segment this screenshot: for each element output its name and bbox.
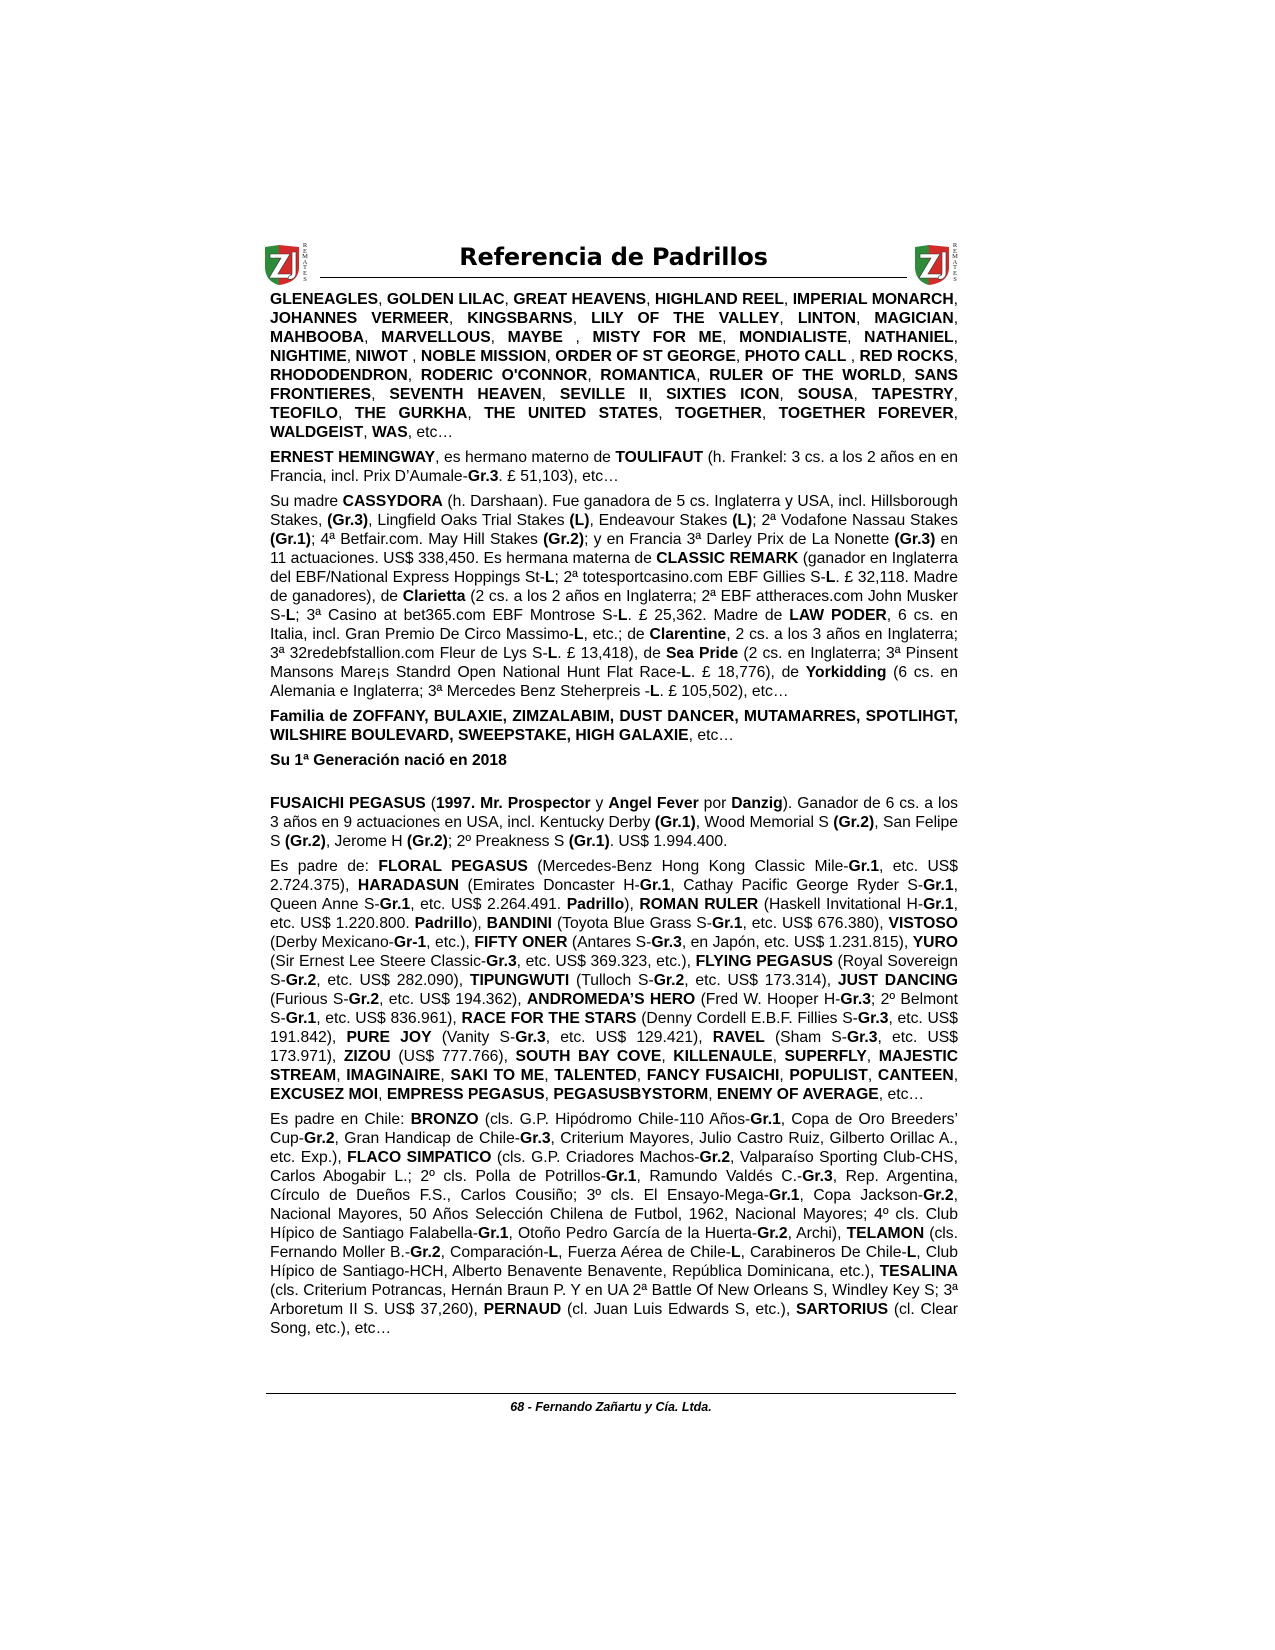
bold-run: L (285, 607, 296, 624)
bold-run: NIGHTIME (270, 348, 347, 365)
bold-run: Gr.2 (348, 991, 380, 1008)
bold-run: CLASSIC REMARK (656, 550, 799, 567)
bold-run: (Gr.3) (327, 512, 369, 529)
bold-run: Gr.1 (923, 896, 954, 913)
bold-run: TELAMON (846, 1225, 925, 1242)
bold-run: EMPRESS PEGASUS (386, 1086, 545, 1103)
bold-run: Gr.2 (757, 1225, 788, 1242)
logo-word: R E M A T E S (952, 242, 958, 283)
paragraph-fusaichi-pegasus: FUSAICHI PEGASUS (1997. Mr. Prospector y Angel Fever por Danzig). Ganador de 6 cs. a los 3 años en 9 actuaciones en USA, incl. Kentucky Derby (Gr.1), Wood Memorial S (Gr.2), San Felipe S (Gr.2), Jerome H (Gr.2); 2º Preakness S (Gr.1). US$ 1.994.400. (270, 795, 959, 850)
page-title: Referencia de Padrillos (459, 243, 768, 271)
bold-run: L (573, 626, 584, 643)
bold-run: Gr.2 (653, 972, 685, 989)
bold-run: TOULIFAUT (615, 449, 704, 466)
bold-run: IMPERIAL MONARCH (792, 291, 954, 308)
bold-run: Clarentine (649, 626, 727, 643)
footer-divider (266, 1393, 956, 1394)
bold-run: 1997. Mr. Prospector (435, 795, 591, 812)
bold-run: CANTEEN (877, 1067, 954, 1084)
bold-run: ERNEST HEMINGWAY (270, 449, 436, 466)
paragraph-sire-of: Es padre de: FLORAL PEGASUS (Mercedes-Benz Hong Kong Classic Mile-Gr.1, etc. US$ 2.724.375), HARADASUN (Emirates Doncaster H-Gr.1, Cathay Pacific George Ryder S-Gr.1, Queen Anne S-Gr.1, etc. US$ 2.264.491. Padrillo), ROMAN RULER (Haskell Invitational H-Gr.1, etc. US$ 1.220.800. Padrillo), BANDINI (Toyota Blue Grass S-Gr.1, etc. US$ 676.380), VISTOSO (Derby Mexicano-Gr-1, etc.), FIFTY ONER (Antares S-Gr.3, en Japón, etc. US$ 1.231.815), YURO (Sir Ernest Lee Steere Classic-Gr.3, etc. US$ 369.323, etc.), FLYING PEGASUS (Royal Sovereign S-Gr.2, etc. US$ 282.090), TIPUNGWUTI (Tulloch S-Gr.2, etc. US$ 173.314), JUST DANCING (Furious S-Gr.2, etc. US$ 194.362), ANDROMEDA’S HERO (Fred W. Hooper H-Gr.3; 2º Belmont S-Gr.1, etc. US$ 836.961), RACE FOR THE STARS (Denny Cordell E.B.F. Fillies S-Gr.3, etc. US$ 191.842), PURE JOY (Vanity S-Gr.3, etc. US$ 129.421), RAVEL (Sham S-Gr.3, etc. US$ 173.971), ZIZOU (US$ 777.766), SOUTH BAY COVE, KILLENAULE, SUPERFLY, MAJESTIC STREAM, IMAGINAIRE, SAKI TO ME, TALENTED, FANCY FUSAICHI, POPULIST, CANTEEN, EXCUSEZ MOI, EMPRESS PEGASUS, PEGASUSBYSTORM, ENEMY OF AVERAGE, etc… (270, 858, 959, 1103)
bold-run: LILY OF THE VALLEY (591, 310, 780, 327)
bold-run: LINTON (797, 310, 856, 327)
bold-run: (Gr.2) (833, 814, 875, 831)
bold-run: FIFTY ONER (474, 934, 568, 951)
bold-run: L (906, 1244, 917, 1261)
bold-run: SAKI TO ME (450, 1067, 545, 1084)
paragraph-sires-list: GLENEAGLES, GOLDEN LILAC, GREAT HEAVENS, HIGHLAND REEL, IMPERIAL MONARCH, JOHANNES VERMEER, KINGSBARNS, LILY OF THE VALLEY, LINTON, MAGICIAN, MAHBOOBA, MARVELLOUS, MAYBE , MISTY FOR ME, MONDIALISTE, NATHANIEL, NIGHTIME, NIWOT , NOBLE MISSION, ORDER OF ST GEORGE, PHOTO CALL , RED ROCKS, RHODODENDRON, RODERIC O'CONNOR, ROMANTICA, RULER OF THE WORLD, SANS FRONTIERES, SEVENTH HEAVEN, SEVILLE II, SIXTIES ICON, SOUSA, TAPESTRY, TEOFILO, THE GURKHA, THE UNITED STATES, TOGETHER, TOGETHER FOREVER, WALDGEIST, WAS, etc… (270, 291, 959, 441)
bold-run: SUPERFLY (784, 1048, 867, 1065)
bold-run: TESALINA (879, 1263, 958, 1280)
bold-run: MAJESTIC STREAM (270, 1048, 959, 1084)
bold-run: KINGSBARNS (467, 310, 573, 327)
paragraph-first-generation (270, 751, 958, 770)
bold-run: (Gr.1) (568, 833, 610, 850)
bold-run: GREAT HEAVENS (513, 291, 647, 308)
bold-run: TAPESTRY (871, 386, 954, 403)
bold-run: Sea Pride (665, 645, 739, 662)
bold-run: MARVELLOUS (381, 329, 491, 346)
page-header (320, 241, 907, 278)
bold-run: Gr.1 (923, 877, 954, 894)
bold-run: Danzig (731, 795, 783, 812)
bold-run: Gr.2 (285, 972, 317, 989)
bold-run: (L) (569, 512, 590, 529)
bold-run: JUST DANCING (837, 972, 958, 989)
bold-run: RAVEL (712, 1029, 765, 1046)
bold-run: HARADASUN (357, 877, 460, 894)
bold-run: TOGETHER FOREVER (778, 405, 954, 422)
bold-run: SARTORIUS (795, 1301, 889, 1318)
bold-run: L (547, 645, 558, 662)
bold-run: Gr.3 (840, 991, 871, 1008)
bold-run: FLACO SIMPATICO (347, 1149, 492, 1166)
bold-run: ANDROMEDA’S HERO (526, 991, 696, 1008)
bold-run: WALDGEIST (270, 424, 364, 441)
bold-run: ORDER OF ST GEORGE (555, 348, 736, 365)
bold-run: L (617, 607, 628, 624)
bold-run: MAHBOOBA (270, 329, 365, 346)
bold-run: Gr.1 (711, 915, 743, 932)
bold-run: NATHANIEL (864, 329, 954, 346)
bold-run: Gr.1 (605, 1168, 637, 1185)
bold-run: SANS FRONTIERES (270, 367, 959, 403)
bold-run: RULER OF THE WORLD (709, 367, 902, 384)
bold-run: MISTY FOR ME (592, 329, 723, 346)
bold-run: WAS (371, 424, 408, 441)
document-body (270, 290, 958, 1344)
bold-run: (Gr.1) (270, 531, 311, 548)
bold-run: POPULIST (789, 1067, 868, 1084)
bold-run: FANCY FUSAICHI (646, 1067, 780, 1084)
bold-run: Gr.3 (846, 1029, 878, 1046)
bold-run: L (731, 1244, 741, 1261)
bold-run: Gr.1 (848, 858, 880, 875)
paragraph-dam-cassydora: Su madre CASSYDORA (h. Darshaan). Fue ganadora de 5 cs. Inglaterra y USA, incl. Hillsborough Stakes, (Gr.3), Lingfield Oaks Trial Stakes (L), Endeavour Stakes (L); 2ª Vodafone Nassau Stakes (Gr.1); 4ª Betfair.com. May Hill Stakes (Gr.2); y en Francia 3ª Darley Prix de La Nonette (Gr.3) en 11 actuaciones. US$ 338,450. Es hermana materna de CLASSIC REMARK (ganador en Inglaterra del EBF/National Express Hoppings St-L; 2ª totesportcasino.com EBF Gillies S-L. £ 32,118. Madre de ganadores), de Clarietta (2 cs. a los 2 años en Inglaterra; 2ª EBF attheraces.com John Musker S-L; 3ª Casino at bet365.com EBF Montrose S-L. £ 25,362. Madre de LAW PODER, 6 cs. en Italia, incl. Gran Premio De Circo Massimo-L, etc.; de Clarentine, 2 cs. a los 3 años en Inglaterra; 3ª 32redebfstallion.com Fleur de Lys S-L. £ 13,418), de Sea Pride (2 cs. en Inglaterra; 3ª Pinsent Mansons Mare¡s Standrd Open National Hunt Flat Race-L. £ 18,776), de Yorkidding (6 cs. en Alemania e Inglaterra; 3ª Mercedes Benz Steherpreis -L. £ 105,502), etc… (270, 493, 959, 700)
bold-run: ZIZOU (343, 1048, 391, 1065)
bold-run: PURE JOY (346, 1029, 432, 1046)
bold-run: (Gr.1) (654, 814, 696, 831)
bold-run: SOUTH BAY COVE (515, 1048, 662, 1065)
bold-run: FUSAICHI PEGASUS (270, 795, 426, 812)
bold-run: PHOTO CALL (744, 348, 847, 365)
bold-run: Gr.2 (410, 1244, 441, 1261)
bold-run: Gr.2 (923, 1187, 954, 1204)
bold-run: Su 1ª Generación nació en 2018 (270, 752, 507, 769)
bold-run: (Gr.3) (894, 531, 936, 548)
bold-run: GOLDEN LILAC (386, 291, 505, 308)
bold-run: MONDIALISTE (739, 329, 848, 346)
bold-run: L (649, 683, 660, 700)
bold-run: BRONZO (410, 1111, 479, 1128)
paragraph-ernest-hemingway: ERNEST HEMINGWAY, es hermano materno de TOULIFAUT (h. Frankel: 3 cs. a los 2 años en en Francia, incl. Prix D’Aumale-Gr.3. £ 51,103), etc… (270, 449, 959, 485)
bold-run: (Gr.2) (543, 531, 585, 548)
bold-run: LAW PODER (789, 607, 887, 624)
bold-run: Gr.1 (379, 896, 411, 913)
zj-remates-logo-icon (912, 243, 952, 287)
bold-run: EXCUSEZ MOI (270, 1086, 379, 1103)
bold-run: Gr.3 (467, 468, 499, 485)
bold-run: IMAGINAIRE (346, 1067, 441, 1084)
bold-run: (L) (732, 512, 753, 529)
bold-run: KILLENAULE (673, 1048, 773, 1065)
bold-run: ROMAN RULER (639, 896, 759, 913)
bold-run: YURO (912, 934, 959, 951)
bold-run: Gr.1 (478, 1225, 509, 1242)
bold-run: Gr.1 (769, 1187, 800, 1204)
bold-run: THE UNITED STATES (484, 405, 659, 422)
bold-run: Clarietta (402, 588, 466, 605)
bold-run: THE GURKHA (354, 405, 468, 422)
bold-run: Gr.3 (857, 1010, 889, 1027)
bold-run: Familia de ZOFFANY, BULAXIE, ZIMZALABIM, DUST DANCER, MUTAMARRES, SPOTLIHGT, WILSHIRE BOULEVARD, SWEEPSTAKE, HIGH GALAXIE (270, 708, 958, 744)
bold-run: Gr.1 (639, 877, 671, 894)
bold-run: FLORAL PEGASUS (378, 858, 528, 875)
bold-run: TIPUNGWUTI (469, 972, 570, 989)
bold-run: PEGASUSBYSTORM (553, 1086, 709, 1103)
bold-run: MAGICIAN (874, 310, 954, 327)
bold-run: RED ROCKS (859, 348, 954, 365)
bold-run: HIGHLAND REEL (654, 291, 784, 308)
bold-run: Gr-1 (393, 934, 427, 951)
bold-run: Gr.2 (699, 1149, 731, 1166)
bold-run: TALENTED (554, 1067, 637, 1084)
paragraph-sire-in-chile: Es padre en Chile: BRONZO (cls. G.P. Hipódromo Chile-110 Años-Gr.1, Copa de Oro Breeders’ Cup-Gr.2, Gran Handicap de Chile-Gr.3, Criterium Mayores, Julio Castro Ruiz, Gilberto Orillac A., etc. Exp.), FLACO SIMPATICO (cls. G.P. Criadores Machos-Gr.2, Valparaíso Sporting Club-CHS, Carlos Abogabir L.; 2º cls. Polla de Potrillos-Gr.1, Ramundo Valdés C.-Gr.3, Rep. Argentina, Círculo de Dueños F.S., Carlos Cousiño; 3º cls. El Ensayo-Mega-Gr.1, Copa Jackson-Gr.2, Nacional Mayores, 50 Años Selección Chilena de Futbol, 1962, Nacional Mayores; 4º cls. Club Hípico de Santiago Falabella-Gr.1, Otoño Pedro García de la Huerta-Gr.2, Archi), TELAMON (cls. Fernando Moller B.-Gr.2, Comparación-L, Fuerza Aérea de Chile-L, Carabineros De Chile-L, Club Hípico de Santiago-HCH, Alberto Benavente Benavente, República Dominicana, etc.), TESALINA (cls. Criterium Potrancas, Hernán Braun P. Y en UA 2ª Battle Of New Orleans S, Windley Key S; 3ª Arboretum II S. US$ 37,260), PERNAUD (cl. Juan Luis Edwards S, etc.), SARTORIUS (cl. Clear Song, etc.), etc… (270, 1111, 958, 1337)
logo-left (262, 243, 314, 287)
bold-run: ROMANTICA (600, 367, 697, 384)
paragraph-family: Familia de ZOFFANY, BULAXIE, ZIMZALABIM, DUST DANCER, MUTAMARRES, SPOTLIHGT, WILSHIRE BOULEVARD, SWEEPSTAKE, HIGH GALAXIE, etc… (270, 708, 958, 744)
bold-run: MAYBE (507, 329, 563, 346)
bold-run: RODERIC O'CONNOR (420, 367, 588, 384)
bold-run: L (825, 569, 836, 586)
bold-run: NIWOT (355, 348, 408, 365)
bold-run: TEOFILO (270, 405, 338, 422)
bold-run: GLENEAGLES (270, 291, 379, 308)
bold-run: Gr.3 (486, 953, 517, 970)
bold-run: RHODODENDRON (270, 367, 408, 384)
bold-run: Padrillo (414, 915, 473, 932)
bold-run: Gr.3 (802, 1168, 833, 1185)
bold-run: Angel Fever (608, 795, 699, 812)
bold-run: Gr.3 (651, 934, 682, 951)
bold-run: Gr.1 (285, 1010, 317, 1027)
bold-run: PERNAUD (483, 1301, 562, 1318)
bold-run: SEVENTH HEAVEN (389, 386, 542, 403)
logo-right (912, 243, 964, 287)
bold-run: JOHANNES VERMEER (270, 310, 449, 327)
bold-run: SIXTIES ICON (666, 386, 780, 403)
bold-run: NOBLE MISSION (420, 348, 547, 365)
bold-run: Gr.3 (520, 1130, 551, 1147)
bold-run: SEVILLE II (559, 386, 648, 403)
zj-remates-logo-icon (262, 243, 302, 287)
bold-run: Gr.2 (304, 1130, 335, 1147)
bold-run: L (544, 569, 555, 586)
bold-run: Gr.3 (515, 1029, 546, 1046)
bold-run: Gr.1 (750, 1111, 781, 1128)
bold-run: L (548, 1244, 559, 1261)
bold-run: TOGETHER (674, 405, 762, 422)
bold-run: (Gr.2) (406, 833, 448, 850)
bold-run: ENEMY OF AVERAGE (716, 1086, 879, 1103)
bold-run: VISTOSO (888, 915, 958, 932)
bold-run: L (681, 664, 691, 681)
bold-run: CASSYDORA (342, 493, 443, 510)
bold-run: FLYING PEGASUS (695, 953, 833, 970)
bold-run: Yorkidding (805, 664, 887, 681)
bold-run: BANDINI (486, 915, 553, 932)
page-footer: 68 - Fernando Zañartu y Cía. Ltda. (510, 1400, 712, 1414)
bold-run: SOUSA (797, 386, 854, 403)
bold-run: Padrillo (566, 896, 625, 913)
bold-run: RACE FOR THE STARS (461, 1010, 637, 1027)
bold-run: (Gr.2) (284, 833, 326, 850)
logo-word: R E M A T E S (302, 242, 308, 283)
